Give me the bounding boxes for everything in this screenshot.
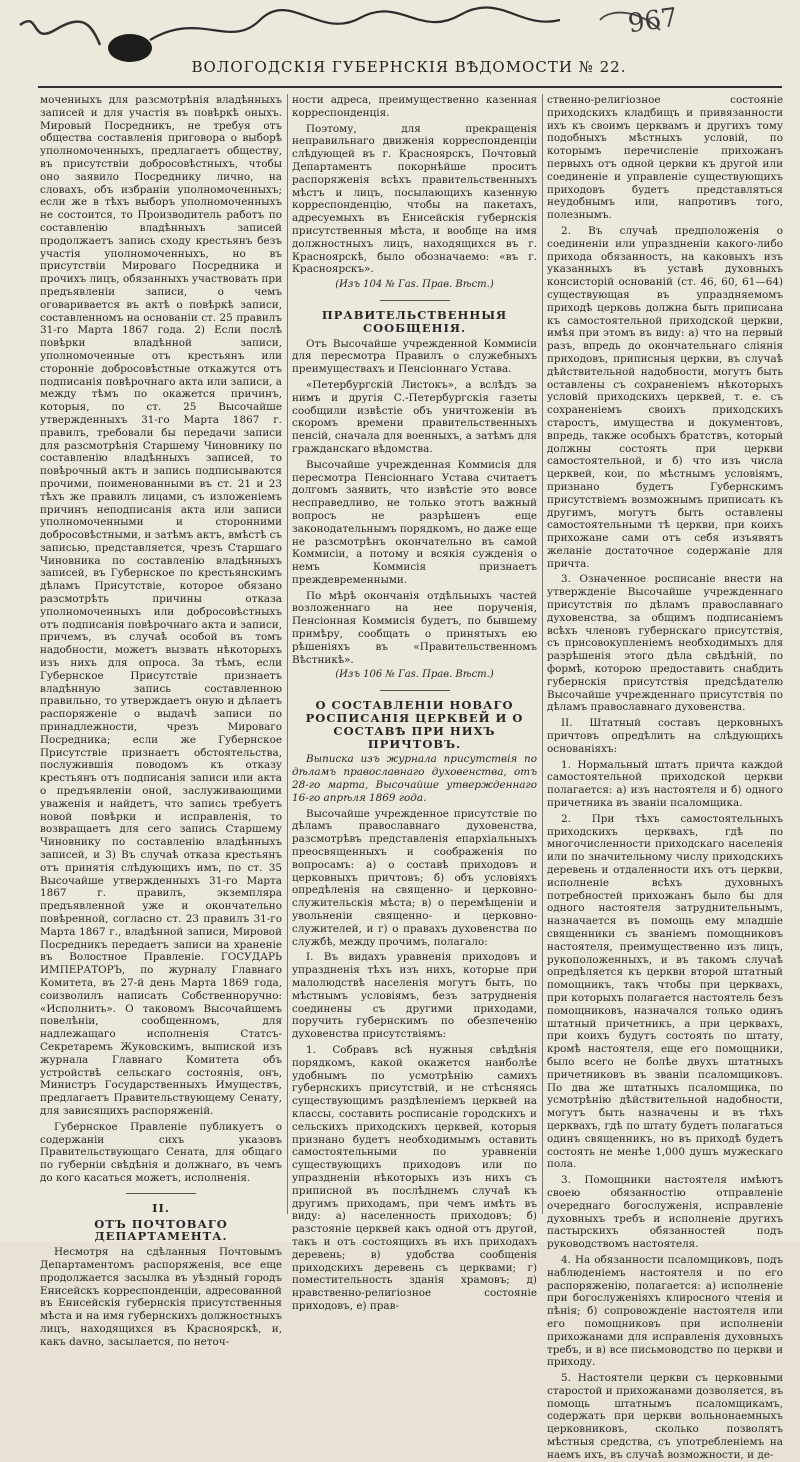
paragraph: Высочайше учрежденная Коммисія для пересмотра Пенсіоннаго Устава считаетъ долгомъ заявить, что извѣстіе это вовсе несправедливо, не только этотъ важный вопросъ не разрѣшенъ еще законодательнымъ порядкомъ, но даже еще не разсмотрѣнъ окончательно въ самой Коммисіи, а потому и всякія сужденія о немъ Коммисія признаетъ преждевременными. — [292, 458, 537, 586]
corner-number: 967 — [626, 2, 680, 40]
paragraph: Высочайше учрежденное присутствіе по дѣламъ православнаго духовенства, разсмотрѣвъ представленія епархіальныхъ преосвященныхъ и соображенія по вопросамъ: а) о составѣ приходовъ и церковныхъ причтовъ; б) объ условіяхъ опредѣленія на священно- и церковно-служительскія мѣста; в) о перемѣщеніи и увольненіи священно- и церковно-служителей, и г) о правахъ духовенства по службѣ, между прочимъ, полагало: — [292, 807, 537, 948]
paragraph: 3. Означенное росписаніе внести на утвержденіе Высочайше учрежденнаго присутствія по дѣламъ православнаго духовенства, за общимъ подписаніемъ всѣхъ членовъ губернскаго присутствія, съ присовокупленіемъ необходимыхъ для разрѣшенія этого дѣла свѣдѣній, по формѣ, которою предоставить снабдить губернскія присутствія предсѣдателю Высочайше учрежденнаго присутствія по дѣламъ православнаго духовенства. — [547, 573, 783, 714]
column-left — [40, 94, 282, 1348]
paragraph: II. Штатный составъ церковныхъ причтовъ опредѣлить на слѣдующихъ основаніяхъ: — [547, 717, 783, 755]
paragraph: 1. Нормальный штатъ причта каждой самостоятельной приходской церкви полагается: а) изъ настоятеля и б) одного причетника въ званіи псаломщика. — [547, 758, 783, 810]
paragraph: мочениыхъ для разсмотрѣнія владѣнныхъ записей и для участія въ повѣркѣ оныхъ. Мировый Посредникъ, не требуя отъ общества составленія приговора о выборѣ уполномоченныхъ, предлагаетъ обществу, въ присутствіи добросовѣстныхъ, чтобы оно заявило Посреднику лично, на словахъ, объ избраніи уполномоченныхъ; если же в тѣхъ выборъ уполномоченныхъ не состоится, то Производитель работъ по составленію владѣнныхъ записей продолжаетъ запись сходу крестьянъ безъ участія уполномоченныхъ, но въ присутствіи Мироваго Посредника и прочихъ лицъ, обязанныхъ участвовать при предъявленіи записи, о чемъ оговаривается въ актѣ о повѣркѣ записи, составленномъ на основаніи ст. 25 правилъ 31-го Марта 1867 года. 2) Если послѣ повѣрки владѣнной записи, уполномоченные отъ крестьянъ или сторонніе добросовѣстные откажутся отъ подписанія повѣрочнаго акта или записи, а между тѣмъ по окажется причинъ, которыя, по ст. 25 Высочайше утвержденныхъ 31-го Марта 1867 г. правилъ, требовали бы передачи записи для разсмотрѣнія Старшему Чиновнику по составленію владѣнныхъ записей, то повѣрочный актъ и запись подписываются прочими, поименованными въ ст. 21 и 23 тѣхъ же правилъ лицами, съ изложеніемъ причинъ неподписанія акта или записи уполномоченными и сторонними добросовѣстными, и затѣмъ актъ, вмѣстѣ съ записью, представляется, чрезъ Старшаго Чиновника по составленію владѣнныхъ записей, въ Губернское по крестьянскимъ дѣламъ Присутствіе, которое обязано разсмотрѣть причины отказа уполномоченныхъ или добросовѣстныхъ отъ подписанія повѣрочнаго акта и записи, причемъ, въ случаѣ особой въ томъ надобности, можетъ вызвать нѣкоторыхъ изъ нихъ для опроса. За тѣмъ, если Губернское Присутствіе признаетъ владѣнную запись составленною правильно, то утверждаетъ оную и дѣлаетъ распоряженіе о выдачѣ записи по принадлежности, чрезъ Мироваго Посредника; если же Губернское Присутствіе признаетъ обстоятельства, послужившія поводомъ къ отказу крестьянъ отъ подписанія записи или акта о предъявленіи оной, заслуживающими уваженія и найдетъ, что запись требуетъ новой повѣрки и исправленія, то возвращаетъ для сего запись Старшему Чиновнику по составленію владѣнныхъ записей, и 3) Въ случаѣ отказа крестьянъ отъ принятія слѣдующихъ имъ, по ст. 35 Высочайше утвержденныхъ 31-го Марта 1867 г. правилъ, экземпляра предъявленной уже и окончательно повѣренной, согласно ст. 23 правилъ 31-го Марта 1867 г., владѣнной записи, Мировой Посредникъ передаетъ записи на храненіе въ Волостное Правленіе. ГОСУДАРЬ ИМПЕРАТОРЪ, по журналу Главнаго Комитета, въ 27-й день Марта 1869 года, соизволилъ написать Собственноручно: «Исполнить». О таковомъ Высочайшемъ повелѣніи, сообщенномъ, для надлежащаго исполненія Статсъ-Секретаремъ Жуковскимъ, выпиской изъ журнала Главнаго Комитета объ устройствѣ сельскаго состоянія, онъ, Министръ Государственныхъ Имуществъ, предлагаетъ Правительствующему Сенату, для зависящихъ распоряженій. — [40, 94, 282, 1117]
column-middle — [292, 94, 537, 1312]
paragraph: «Петербургскій Листокъ», а вслѣдъ за нимъ и другія С.-Петербургскія газеты сообщили извѣстіе объ уничтоженіи въ скоромъ времени правительственныхъ пенсій, сначала для военныхъ, а затѣмъ для гражданскаго вѣдомства. — [292, 378, 537, 455]
paragraph: 2. При тѣхъ самостоятельныхъ приходскихъ церквахъ, гдѣ по многочисленности приходскаго населенія или по значительному числу приходскихъ деревень и отдаленности ихъ отъ церкви, исполненіе всѣхъ духовныхъ потребностей прихожанъ было бы для одного настоятеля затруднительнымъ, назначается въ помощь ему младшіе священники съ званіемъ помощниковъ настоятеля, преимущественно изъ лицъ, рукоположенныхъ, и въ такомъ случаѣ опредѣляется къ церкви второй штатный помощникъ, такъ чтобы при церквахъ, при которыхъ полагается настоятель безъ помощниковъ, назначался только одинъ штатный причетникъ, а при церквахъ, при коихъ будутъ состоять по штату, кромѣ настоятеля, еще его помощники, было всего не болѣе двухъ штатныхъ причетниковъ въ званіи псаломщиковъ. По два же штатныхъ псаломщика, по усмотрѣнію дѣйствительной надобности, могутъ быть назначены и въ тѣхъ церквахъ, гдѣ по штату будетъ полагаться одинъ священникъ, но въ приходѣ будетъ состоять не менѣе 1,000 душъ мужескаго пола. — [547, 812, 783, 1171]
paragraph: Поэтому, для прекращенія неправильнаго движенія корреспонденціи слѣдующей въ г. Красноярскъ, Почтовый Департаментъ покорнѣйше проситъ распоряженія всѣхъ правительственныхъ мѣстъ и лицъ, посылающихъ казенную корреспонденцію, чтобы на пакетахъ, адресуемыхъ въ Енисейскія губернскія присутственныя мѣста, и вообще на имя должностныхъ лицъ, находящихся въ г. Красноярскѣ, было обозначаемо: «въ г. Красноярскъ». — [292, 122, 537, 276]
separator — [380, 300, 450, 301]
paragraph: 4. На обязанности псаломщиковъ, подъ наблюденіемъ настоятеля и по его распоряженію, полагается: а) исполненіе при богослуженіяхъ клиросного чтенія и пѣнія; б) сопровожденіе настоятеля или его помощниковъ при исполненіи прихожанами для исправленія духовныхъ требъ, и в) все письмоводство по церкви и приходу. — [547, 1253, 783, 1369]
subheading: Отъ Высочайше учрежденной Коммисіи для пересмотра Правилъ о служебныхъ преимуществахъ и Пенсіоннаго Устава. — [292, 337, 537, 376]
paragraph: 5. Настоятели церкви съ церковными старостой и прихожанами дозволяется, въ помощь штатнымъ псаломщикамъ, содержать при церкви вольнонаемныхъ церковниковъ, сколько позволятъ мѣстныя средства, съ употребленіемъ на наемъ ихъ, въ случаѣ возможности, и де- — [547, 1372, 783, 1461]
separator — [380, 690, 450, 691]
column-divider — [287, 94, 288, 1214]
italic-intro: Выписка изъ журнала присутствія по дѣламъ православнаго духовенства, отъ 28-го марта, Высочайше утвержденнаго 16-го апрѣля 1869 года. — [292, 753, 537, 804]
separator — [126, 1193, 196, 1194]
column-right — [547, 94, 783, 1461]
column-divider — [542, 94, 543, 1214]
paragraph: ственно-религіозное состояніе приходскихъ кладбищъ и привязанности ихъ къ своимъ церквамъ и другихъ тому подобныхъ мѣстныхъ условій, по которымъ перечисленіе прихожанъ первыхъ отъ одной церкви къ другой или соединеніе и управленіе существующихъ приходовъ будетъ представляться неудобнымъ или, напротивъ того, полезнымъ. — [547, 94, 783, 222]
paragraph: По мѣрѣ окончанія отдѣльныхъ частей возложеннаго на нее порученія, Пенсіонная Коммисія будетъ, по бывшему примѣру, сообщать о принятыхъ ею рѣшеніяхъ въ «Правительственномъ Вѣстникѣ». — [292, 589, 537, 666]
source-note: (Изъ 104 № Гаs. Прав. Вѣст.) — [335, 279, 494, 291]
section-title: ОТЪ ПОЧТОВАГО ДЕПАРТАМЕНТА. — [94, 1216, 228, 1244]
section-title: ПРАВИТЕЛЬСТВЕННЫЯ СООБЩЕНІЯ. — [321, 307, 508, 335]
paragraph: 2. Въ случаѣ предположенія о соединеніи или упраздненіи какого-либо прихода обязанность, на каковыхъ изъ указанныхъ въ уставѣ духовныхъ консисторій основаній (ст. 46, 60, 61—64) существующая въ упраздняемомъ приходѣ церковь должна быть приписана къ самостоятельной приходской церкви, имѣя при этомъ въ виду: а) что на первый разъ, впредь до окончательнаго сліянія приходовъ, приписныя церкви, въ случаѣ дѣйствительной надобности, могутъ быть оставлены съ сохраненіемъ нѣкоторыхъ условій приходскихъ церквей, т. е. съ сохраненіемъ своихъ приходскихъ старостъ, имущества и документовъ, впредь, также особыхъ братствъ, который должны состоять при церкви самостоятельной, и б) что изъ числа церквей, кои, по мѣстнымъ условіямъ, признано будетъ Губернскимъ присутствіемъ возможнымъ приписать къ другимъ, могутъ быть оставлены самостоятельными тѣ церкви, при коихъ прихожане сами отъ себя изъявятъ желаніе достаточное содержаніе для причта. — [547, 224, 783, 570]
section-title: О СОСТАВЛЕНІИ НОВАГО РОСПИСАНІЯ ЦЕРКВЕЙ И О СОСТАВѢ ПРИ НИХЪ ПРИЧТОВЪ. — [305, 698, 524, 751]
paragraph: ности адреса, преимущественно казенная корреспонденція. — [292, 94, 537, 119]
source-note: (Изъ 106 № Гаs. Прав. Вѣст.) — [335, 669, 494, 681]
paragraph: 3. Помощники настоятеля имѣютъ своею обязанностію отправленіе очереднаго богослуженія, исправленіе духовныхъ требъ и исполненіе другихъ пастырскихъ обязанностей подъ руководствомъ настоятеля. — [547, 1174, 783, 1251]
paragraph: 1. Собравъ всѣ нужныя свѣдѣнія порядкомъ, какой окажется наиболѣе удобнымъ по усмотрѣнію самихъ губернскихъ присутствій, и не стѣсняясь существующимъ раздѣленіемъ церквей на классы, составить росписаніе городскихъ и сельскихъ приходскихъ церквей, которыя признано будетъ необходимымъ оставить самостоятельными по уравненіи существующихъ приходовъ или по упраздненіи нѣкоторыхъ изъ нихъ съ приписной въ послѣднемъ случаѣ къ другимъ приходамъ, при чемъ имѣть въ виду: а) населенность приходовъ; б) разстояніе церквей какъ одной отъ другой, такъ и отъ состоящихъ въ ихъ приходахъ деревень; в) удобства сообщенія приходскихъ деревень съ церквами; г) поместительность зданія храмовъ; д) нравственно-религіозное состояніе приходовъ, е) прав- — [292, 1043, 537, 1312]
header-rule — [38, 86, 782, 88]
paragraph: I. Въ видахъ уравненія приходовъ и упраздненія тѣхъ изъ нихъ, которые при малолюдствѣ населенія могутъ быть, по мѣстнымъ условіямъ, безъ затрудненія соединены съ другими приходами, поручить губернскимъ по обезпеченію духовенства присутствіямъ: — [292, 951, 537, 1041]
paragraph: Несмотря на сдѣланныя Почтовымъ Департаментомъ распоряженія, все еще продолжается засылка въ уѣздный городъ Енисейскъ корреспонденціи, адресованной въ Енисейскія губернскія присутственныя мѣста и на имя губернскихъ должностныхъ лицъ, находящихся въ Красноярскѣ, и, какъ davно, засылается, по неточ- — [40, 1246, 282, 1348]
paragraph: Губернское Правленіе публикуетъ о содержаніи сихъ указовъ Правительствующаго Сената, для общаго по губерніи свѣдѣнія и должнаго, въ чемъ до кого касаться можетъ, исполненія. — [40, 1120, 282, 1184]
masthead-title: ВОЛОГОДСКІЯ ГУБЕРНСКІЯ ВѢДОМОСТИ № 22. — [191, 58, 627, 76]
section-number: II. — [152, 1200, 170, 1215]
